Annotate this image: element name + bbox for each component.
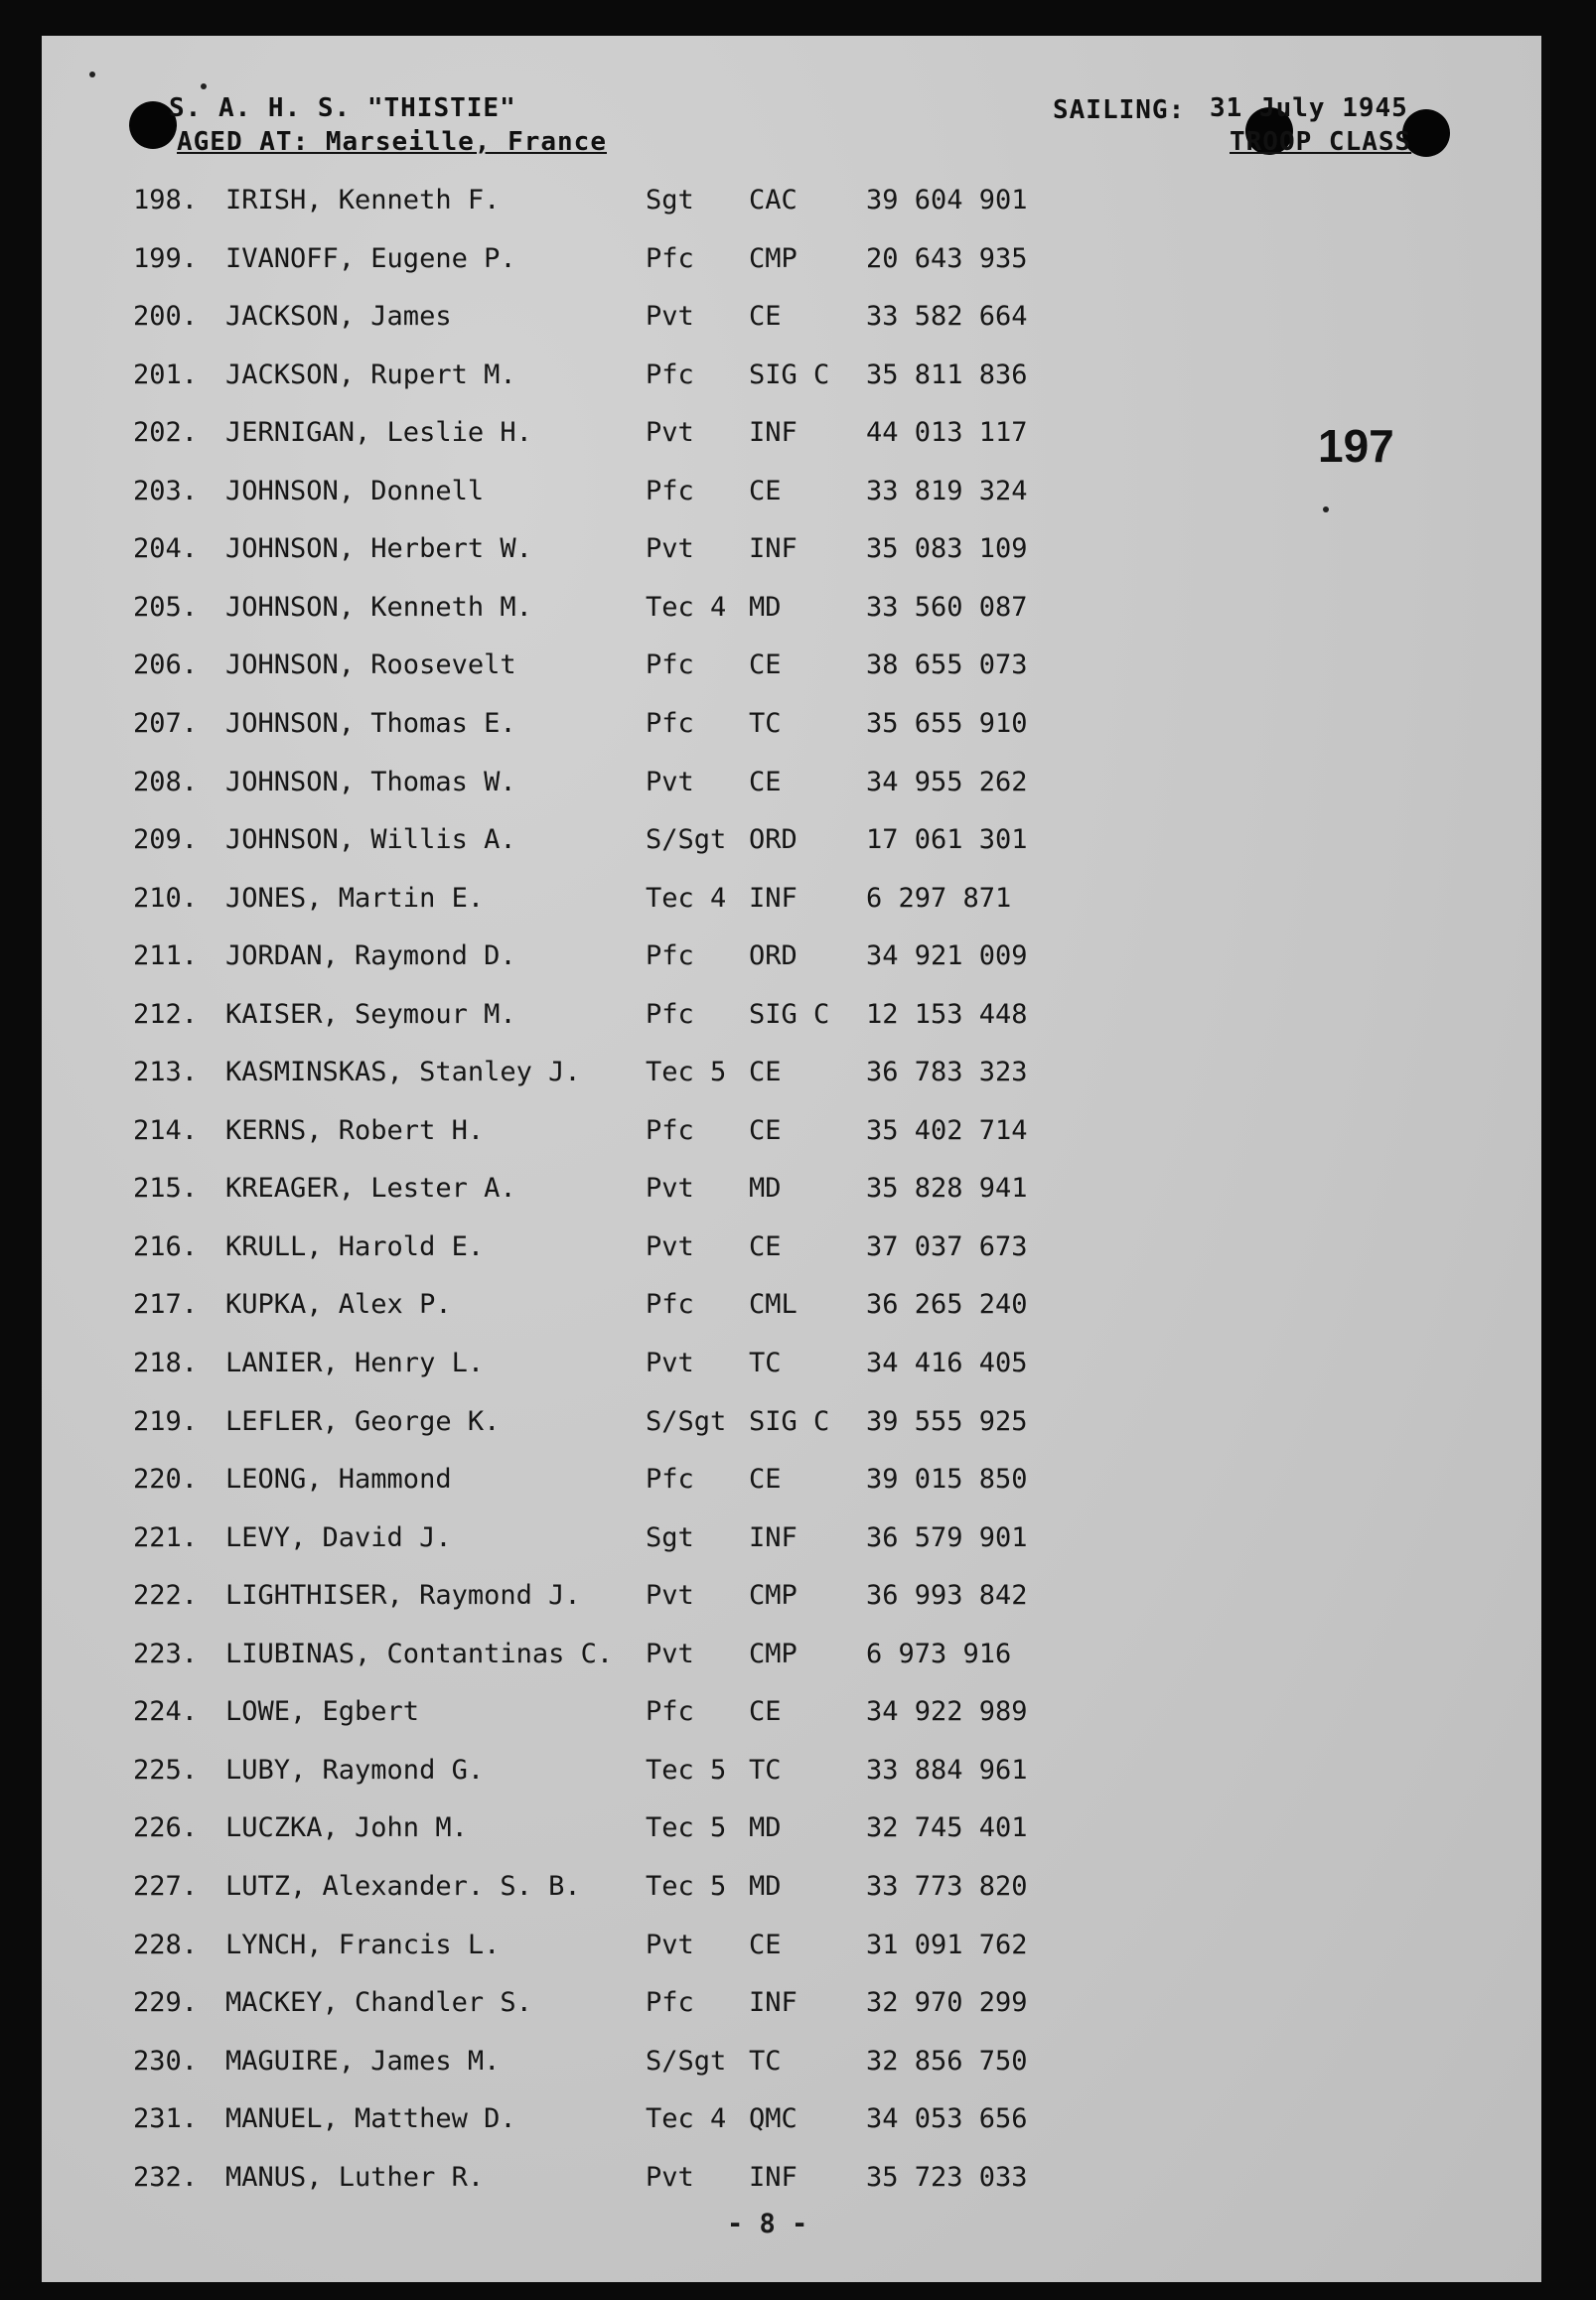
soldier-branch: ORD xyxy=(749,940,798,972)
soldier-rank: Pfc xyxy=(646,1464,694,1496)
soldier-name: MANUS, Luther R. xyxy=(225,2161,485,2193)
soldier-rank: Tec 5 xyxy=(646,1870,727,1902)
row-number: 225. xyxy=(133,1754,199,1786)
serial-number: 34 053 656 xyxy=(866,2103,1028,2135)
row-number: 222. xyxy=(133,1580,199,1612)
soldier-branch: TC xyxy=(749,1348,782,1378)
soldier-name: KREAGER, Lester A. xyxy=(225,1173,516,1205)
soldier-branch: SIG C xyxy=(749,998,830,1030)
soldier-branch: CE xyxy=(749,475,782,506)
table-row xyxy=(42,642,1541,693)
serial-number: 35 402 714 xyxy=(866,1114,1028,1146)
serial-number: 32 745 401 xyxy=(866,1812,1028,1844)
serial-number: 34 921 009 xyxy=(866,940,1028,972)
table-row xyxy=(42,177,1541,228)
soldier-branch: INF xyxy=(749,882,798,914)
troop-class: TROOP CLASS xyxy=(1230,127,1412,157)
soldier-branch: TC xyxy=(749,1754,782,1786)
serial-number: 34 955 262 xyxy=(866,766,1028,797)
row-number: 212. xyxy=(133,998,199,1030)
soldier-name: JACKSON, James xyxy=(225,301,452,333)
soldier-rank: Pvt xyxy=(646,1173,694,1205)
row-number: 210. xyxy=(133,882,199,914)
serial-number: 33 773 820 xyxy=(866,1870,1028,1902)
table-row xyxy=(42,1572,1541,1624)
soldier-rank: Tec 4 xyxy=(646,591,727,623)
soldier-name: JOHNSON, Thomas W. xyxy=(225,766,516,797)
row-number: 211. xyxy=(133,940,199,972)
soldier-rank: Pfc xyxy=(646,359,694,390)
soldier-name: LEONG, Hammond xyxy=(225,1464,452,1496)
soldier-rank: Pfc xyxy=(646,707,694,739)
soldier-name: KASMINSKAS, Stanley J. xyxy=(225,1057,581,1088)
soldier-rank: Pvt xyxy=(646,1348,694,1378)
sailing-label: SAILING: xyxy=(1053,95,1186,125)
soldier-rank: Sgt xyxy=(646,185,694,216)
soldier-rank: Pfc xyxy=(646,649,694,681)
table-row xyxy=(42,1631,1541,1682)
soldier-branch: CE xyxy=(749,1464,782,1496)
soldier-rank: Pvt xyxy=(646,1929,694,1960)
table-row xyxy=(42,409,1541,461)
serial-number: 35 811 836 xyxy=(866,359,1028,390)
serial-number: 37 037 673 xyxy=(866,1230,1028,1262)
serial-number: 36 265 240 xyxy=(866,1289,1028,1321)
table-row xyxy=(42,584,1541,636)
row-number: 217. xyxy=(133,1289,199,1321)
soldier-rank: Tec 4 xyxy=(646,882,727,914)
row-number: 207. xyxy=(133,707,199,739)
soldier-name: JOHNSON, Roosevelt xyxy=(225,649,516,681)
soldier-name: IRISH, Kenneth F. xyxy=(225,185,501,216)
row-number: 229. xyxy=(133,1987,199,2019)
soldier-branch: INF xyxy=(749,1987,798,2019)
row-number: 228. xyxy=(133,1929,199,1960)
soldier-branch: CE xyxy=(749,1114,782,1146)
serial-number: 35 655 910 xyxy=(866,707,1028,739)
serial-number: 34 416 405 xyxy=(866,1348,1028,1378)
soldier-name: LUCZKA, John M. xyxy=(225,1812,468,1844)
table-row xyxy=(42,1398,1541,1450)
soldier-name: LANIER, Henry L. xyxy=(225,1348,485,1378)
serial-number: 33 560 087 xyxy=(866,591,1028,623)
row-number: 226. xyxy=(133,1812,199,1844)
soldier-rank: Tec 5 xyxy=(646,1057,727,1088)
page-stamp-number: 197 xyxy=(1318,420,1394,472)
table-row xyxy=(42,1688,1541,1740)
table-row xyxy=(42,1804,1541,1856)
row-number: 205. xyxy=(133,591,199,623)
serial-number: 32 970 299 xyxy=(866,1987,1028,2019)
serial-number: 6 297 871 xyxy=(866,882,1012,914)
row-number: 231. xyxy=(133,2103,199,2135)
table-row xyxy=(42,991,1541,1043)
row-number: 206. xyxy=(133,649,199,681)
soldier-branch: CE xyxy=(749,766,782,797)
row-number: 200. xyxy=(133,301,199,333)
serial-number: 36 993 842 xyxy=(866,1580,1028,1612)
soldier-branch: MD xyxy=(749,591,782,623)
soldier-branch: QMC xyxy=(749,2103,798,2135)
table-row xyxy=(42,352,1541,403)
soldier-name: LEVY, David J. xyxy=(225,1521,452,1553)
serial-number: 31 091 762 xyxy=(866,1929,1028,1960)
soldier-rank: S/Sgt xyxy=(646,824,727,856)
soldier-name: KERNS, Robert H. xyxy=(225,1114,485,1146)
soldier-rank: Pfc xyxy=(646,1696,694,1728)
table-row xyxy=(42,933,1541,984)
table-row xyxy=(42,2154,1541,2206)
soldier-branch: CMP xyxy=(749,1580,798,1612)
serial-number: 12 153 448 xyxy=(866,998,1028,1030)
serial-number: 39 015 850 xyxy=(866,1464,1028,1496)
page-number: - 8 - xyxy=(727,2209,808,2239)
staged-at: AGED AT: Marseille, France xyxy=(177,127,607,157)
row-number: 198. xyxy=(133,185,199,216)
soldier-rank: Pfc xyxy=(646,242,694,274)
soldier-branch: CE xyxy=(749,1696,782,1728)
soldier-name: MANUEL, Matthew D. xyxy=(225,2103,516,2135)
row-number: 219. xyxy=(133,1405,199,1437)
soldier-name: KUPKA, Alex P. xyxy=(225,1289,452,1321)
soldier-name: KAISER, Seymour M. xyxy=(225,998,516,1030)
soldier-name: JOHNSON, Willis A. xyxy=(225,824,516,856)
soldier-rank: Pvt xyxy=(646,1638,694,1669)
row-number: 216. xyxy=(133,1230,199,1262)
soldier-name: MAGUIRE, James M. xyxy=(225,2045,501,2077)
soldier-branch: CMP xyxy=(749,1638,798,1669)
soldier-rank: Pvt xyxy=(646,1580,694,1612)
soldier-name: LUBY, Raymond G. xyxy=(225,1754,485,1786)
serial-number: 39 555 925 xyxy=(866,1405,1028,1437)
soldier-name: LIUBINAS, Contantinas C. xyxy=(225,1638,614,1669)
soldier-rank: S/Sgt xyxy=(646,1405,727,1437)
serial-number: 34 922 989 xyxy=(866,1696,1028,1728)
soldier-rank: Pfc xyxy=(646,1987,694,2019)
soldier-branch: MD xyxy=(749,1812,782,1844)
soldier-branch: INF xyxy=(749,417,798,449)
table-row xyxy=(42,759,1541,810)
soldier-rank: Tec 4 xyxy=(646,2103,727,2135)
row-number: 209. xyxy=(133,824,199,856)
row-number: 204. xyxy=(133,533,199,565)
soldier-name: JOHNSON, Thomas E. xyxy=(225,707,516,739)
soldier-branch: TC xyxy=(749,707,782,739)
soldier-branch: MD xyxy=(749,1173,782,1205)
serial-number: 35 083 109 xyxy=(866,533,1028,565)
row-number: 201. xyxy=(133,359,199,390)
table-row xyxy=(42,1747,1541,1798)
row-number: 220. xyxy=(133,1464,199,1496)
soldier-branch: CE xyxy=(749,1230,782,1262)
soldier-rank: Pvt xyxy=(646,2161,694,2193)
soldier-rank: Pfc xyxy=(646,998,694,1030)
table-row xyxy=(42,1456,1541,1508)
serial-number: 33 884 961 xyxy=(866,1754,1028,1786)
row-number: 232. xyxy=(133,2161,199,2193)
row-number: 227. xyxy=(133,1870,199,1902)
table-row xyxy=(42,2038,1541,2089)
row-number: 214. xyxy=(133,1114,199,1146)
soldier-rank: Pfc xyxy=(646,940,694,972)
soldier-name: LIGHTHISER, Raymond J. xyxy=(225,1580,581,1612)
row-number: 230. xyxy=(133,2045,199,2077)
table-row xyxy=(42,700,1541,752)
row-number: 224. xyxy=(133,1696,199,1728)
serial-number: 20 643 935 xyxy=(866,242,1028,274)
table-row xyxy=(42,293,1541,345)
soldier-branch: CE xyxy=(749,1929,782,1960)
table-row xyxy=(42,2095,1541,2147)
soldier-branch: CML xyxy=(749,1289,798,1321)
table-row xyxy=(42,1281,1541,1333)
soldier-rank: Pvt xyxy=(646,533,694,565)
table-row xyxy=(42,816,1541,868)
soldier-branch: MD xyxy=(749,1870,782,1902)
soldier-branch: CE xyxy=(749,649,782,681)
soldier-rank: Tec 5 xyxy=(646,1812,727,1844)
soldier-branch: TC xyxy=(749,2045,782,2077)
ship-name: S. A. H. S. "THISTIE" xyxy=(169,93,516,123)
table-row xyxy=(42,1979,1541,2031)
table-row xyxy=(42,1340,1541,1391)
soldier-rank: Pfc xyxy=(646,1114,694,1146)
soldier-branch: ORD xyxy=(749,824,798,856)
soldier-name: JORDAN, Raymond D. xyxy=(225,940,516,972)
soldier-name: KRULL, Harold E. xyxy=(225,1230,485,1262)
soldier-rank: Pvt xyxy=(646,417,694,449)
soldier-name: MACKEY, Chandler S. xyxy=(225,1987,532,2019)
row-number: 203. xyxy=(133,475,199,506)
row-number: 213. xyxy=(133,1057,199,1088)
table-row xyxy=(42,1165,1541,1217)
serial-number: 38 655 073 xyxy=(866,649,1028,681)
soldier-rank: Tec 5 xyxy=(646,1754,727,1786)
serial-number: 44 013 117 xyxy=(866,417,1028,449)
serial-number: 39 604 901 xyxy=(866,185,1028,216)
serial-number: 36 783 323 xyxy=(866,1057,1028,1088)
sailing-date: 31 July 1945 xyxy=(1210,93,1408,123)
soldier-branch: SIG C xyxy=(749,1405,830,1437)
soldier-rank: Pfc xyxy=(646,475,694,506)
soldier-branch: CE xyxy=(749,1057,782,1088)
serial-number: 35 723 033 xyxy=(866,2161,1028,2193)
soldier-name: JERNIGAN, Leslie H. xyxy=(225,417,532,449)
soldier-branch: INF xyxy=(749,533,798,565)
table-row xyxy=(42,875,1541,927)
table-row xyxy=(42,1514,1541,1566)
row-number: 208. xyxy=(133,766,199,797)
soldier-branch: INF xyxy=(749,2161,798,2193)
row-number: 218. xyxy=(133,1348,199,1378)
document-page xyxy=(42,36,1541,2282)
row-number: 215. xyxy=(133,1173,199,1205)
soldier-name: LYNCH, Francis L. xyxy=(225,1929,501,1960)
serial-number: 35 828 941 xyxy=(866,1173,1028,1205)
soldier-branch: CE xyxy=(749,301,782,333)
table-row xyxy=(42,1223,1541,1275)
row-number: 199. xyxy=(133,242,199,274)
table-row xyxy=(42,1863,1541,1915)
speck xyxy=(89,72,95,77)
row-number: 202. xyxy=(133,417,199,449)
soldier-branch: CMP xyxy=(749,242,798,274)
soldier-rank: Pfc xyxy=(646,1289,694,1321)
table-row xyxy=(42,525,1541,577)
soldier-branch: INF xyxy=(749,1521,798,1553)
speck xyxy=(201,83,207,89)
soldier-rank: Pvt xyxy=(646,301,694,333)
soldier-rank: S/Sgt xyxy=(646,2045,727,2077)
soldier-name: JACKSON, Rupert M. xyxy=(225,359,516,390)
soldier-branch: SIG C xyxy=(749,359,830,390)
soldier-rank: Pvt xyxy=(646,1230,694,1262)
table-row xyxy=(42,468,1541,519)
table-row xyxy=(42,1049,1541,1100)
table-row xyxy=(42,235,1541,287)
table-row xyxy=(42,1107,1541,1159)
soldier-rank: Pvt xyxy=(646,766,694,797)
table-row xyxy=(42,1922,1541,1973)
soldier-name: LOWE, Egbert xyxy=(225,1696,420,1728)
soldier-branch: CAC xyxy=(749,185,798,216)
soldier-name: JOHNSON, Herbert W. xyxy=(225,533,532,565)
row-number: 221. xyxy=(133,1521,199,1553)
soldier-name: JOHNSON, Kenneth M. xyxy=(225,591,532,623)
serial-number: 6 973 916 xyxy=(866,1638,1012,1669)
soldier-name: JOHNSON, Donnell xyxy=(225,475,485,506)
soldier-name: LUTZ, Alexander. S. B. xyxy=(225,1870,581,1902)
soldier-name: JONES, Martin E. xyxy=(225,882,485,914)
serial-number: 32 856 750 xyxy=(866,2045,1028,2077)
serial-number: 17 061 301 xyxy=(866,824,1028,856)
serial-number: 33 819 324 xyxy=(866,475,1028,506)
soldier-name: IVANOFF, Eugene P. xyxy=(225,242,516,274)
soldier-name: LEFLER, George K. xyxy=(225,1405,501,1437)
row-number: 223. xyxy=(133,1638,199,1669)
soldier-rank: Sgt xyxy=(646,1521,694,1553)
serial-number: 36 579 901 xyxy=(866,1521,1028,1553)
serial-number: 33 582 664 xyxy=(866,301,1028,333)
